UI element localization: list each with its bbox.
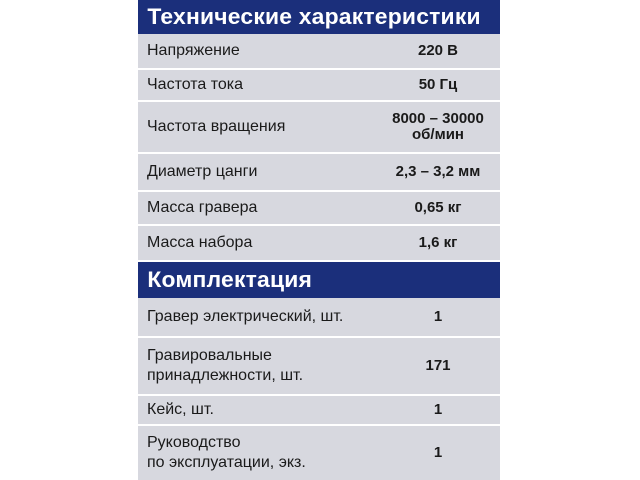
spec-row [138, 102, 500, 154]
kit-row [138, 396, 500, 426]
spec-row [138, 192, 500, 226]
kit-row-label: Гравировальные принадлежности, шт. [147, 347, 304, 384]
spec-row-label: Масса гравера [147, 199, 258, 216]
spec-row-value: 8000 – 30000 об/мин [392, 110, 484, 143]
spec-row-label: Масса набора [147, 234, 253, 251]
kit-heading: Комплектация [138, 262, 500, 298]
kit-row [138, 426, 500, 480]
spec-row [138, 70, 500, 102]
kit-row-value: 1 [433, 401, 443, 418]
spec-row-value: 1,6 кг [418, 234, 458, 251]
kit-row-label: Кейс, шт. [147, 401, 214, 418]
kit-row-label: Руководство по эксплуатации, экз. [147, 434, 306, 471]
spec-row-value: 50 Гц [418, 76, 458, 93]
kit-row [138, 298, 500, 338]
kit-row-value: 1 [433, 444, 443, 461]
spec-row [138, 226, 500, 262]
kit-row-label: Гравер электрический, шт. [147, 308, 344, 325]
kit-row-value: 171 [425, 357, 451, 374]
spec-row-label: Частота вращения [147, 118, 286, 135]
spec-row-label: Напряжение [147, 42, 240, 59]
spec-row [138, 34, 500, 70]
spec-row-label: Частота тока [147, 76, 244, 93]
spec-sheet [138, 0, 500, 480]
spec-row-value: 2,3 – 3,2 мм [395, 163, 481, 180]
spec-row [138, 154, 500, 192]
spec-row-value: 0,65 кг [414, 199, 462, 216]
kit-row-value: 1 [433, 308, 443, 325]
kit-row [138, 338, 500, 396]
specs-heading: Технические характеристики [138, 0, 500, 34]
spec-row-label: Диаметр цанги [147, 163, 258, 180]
spec-row-value: 220 В [417, 42, 459, 59]
